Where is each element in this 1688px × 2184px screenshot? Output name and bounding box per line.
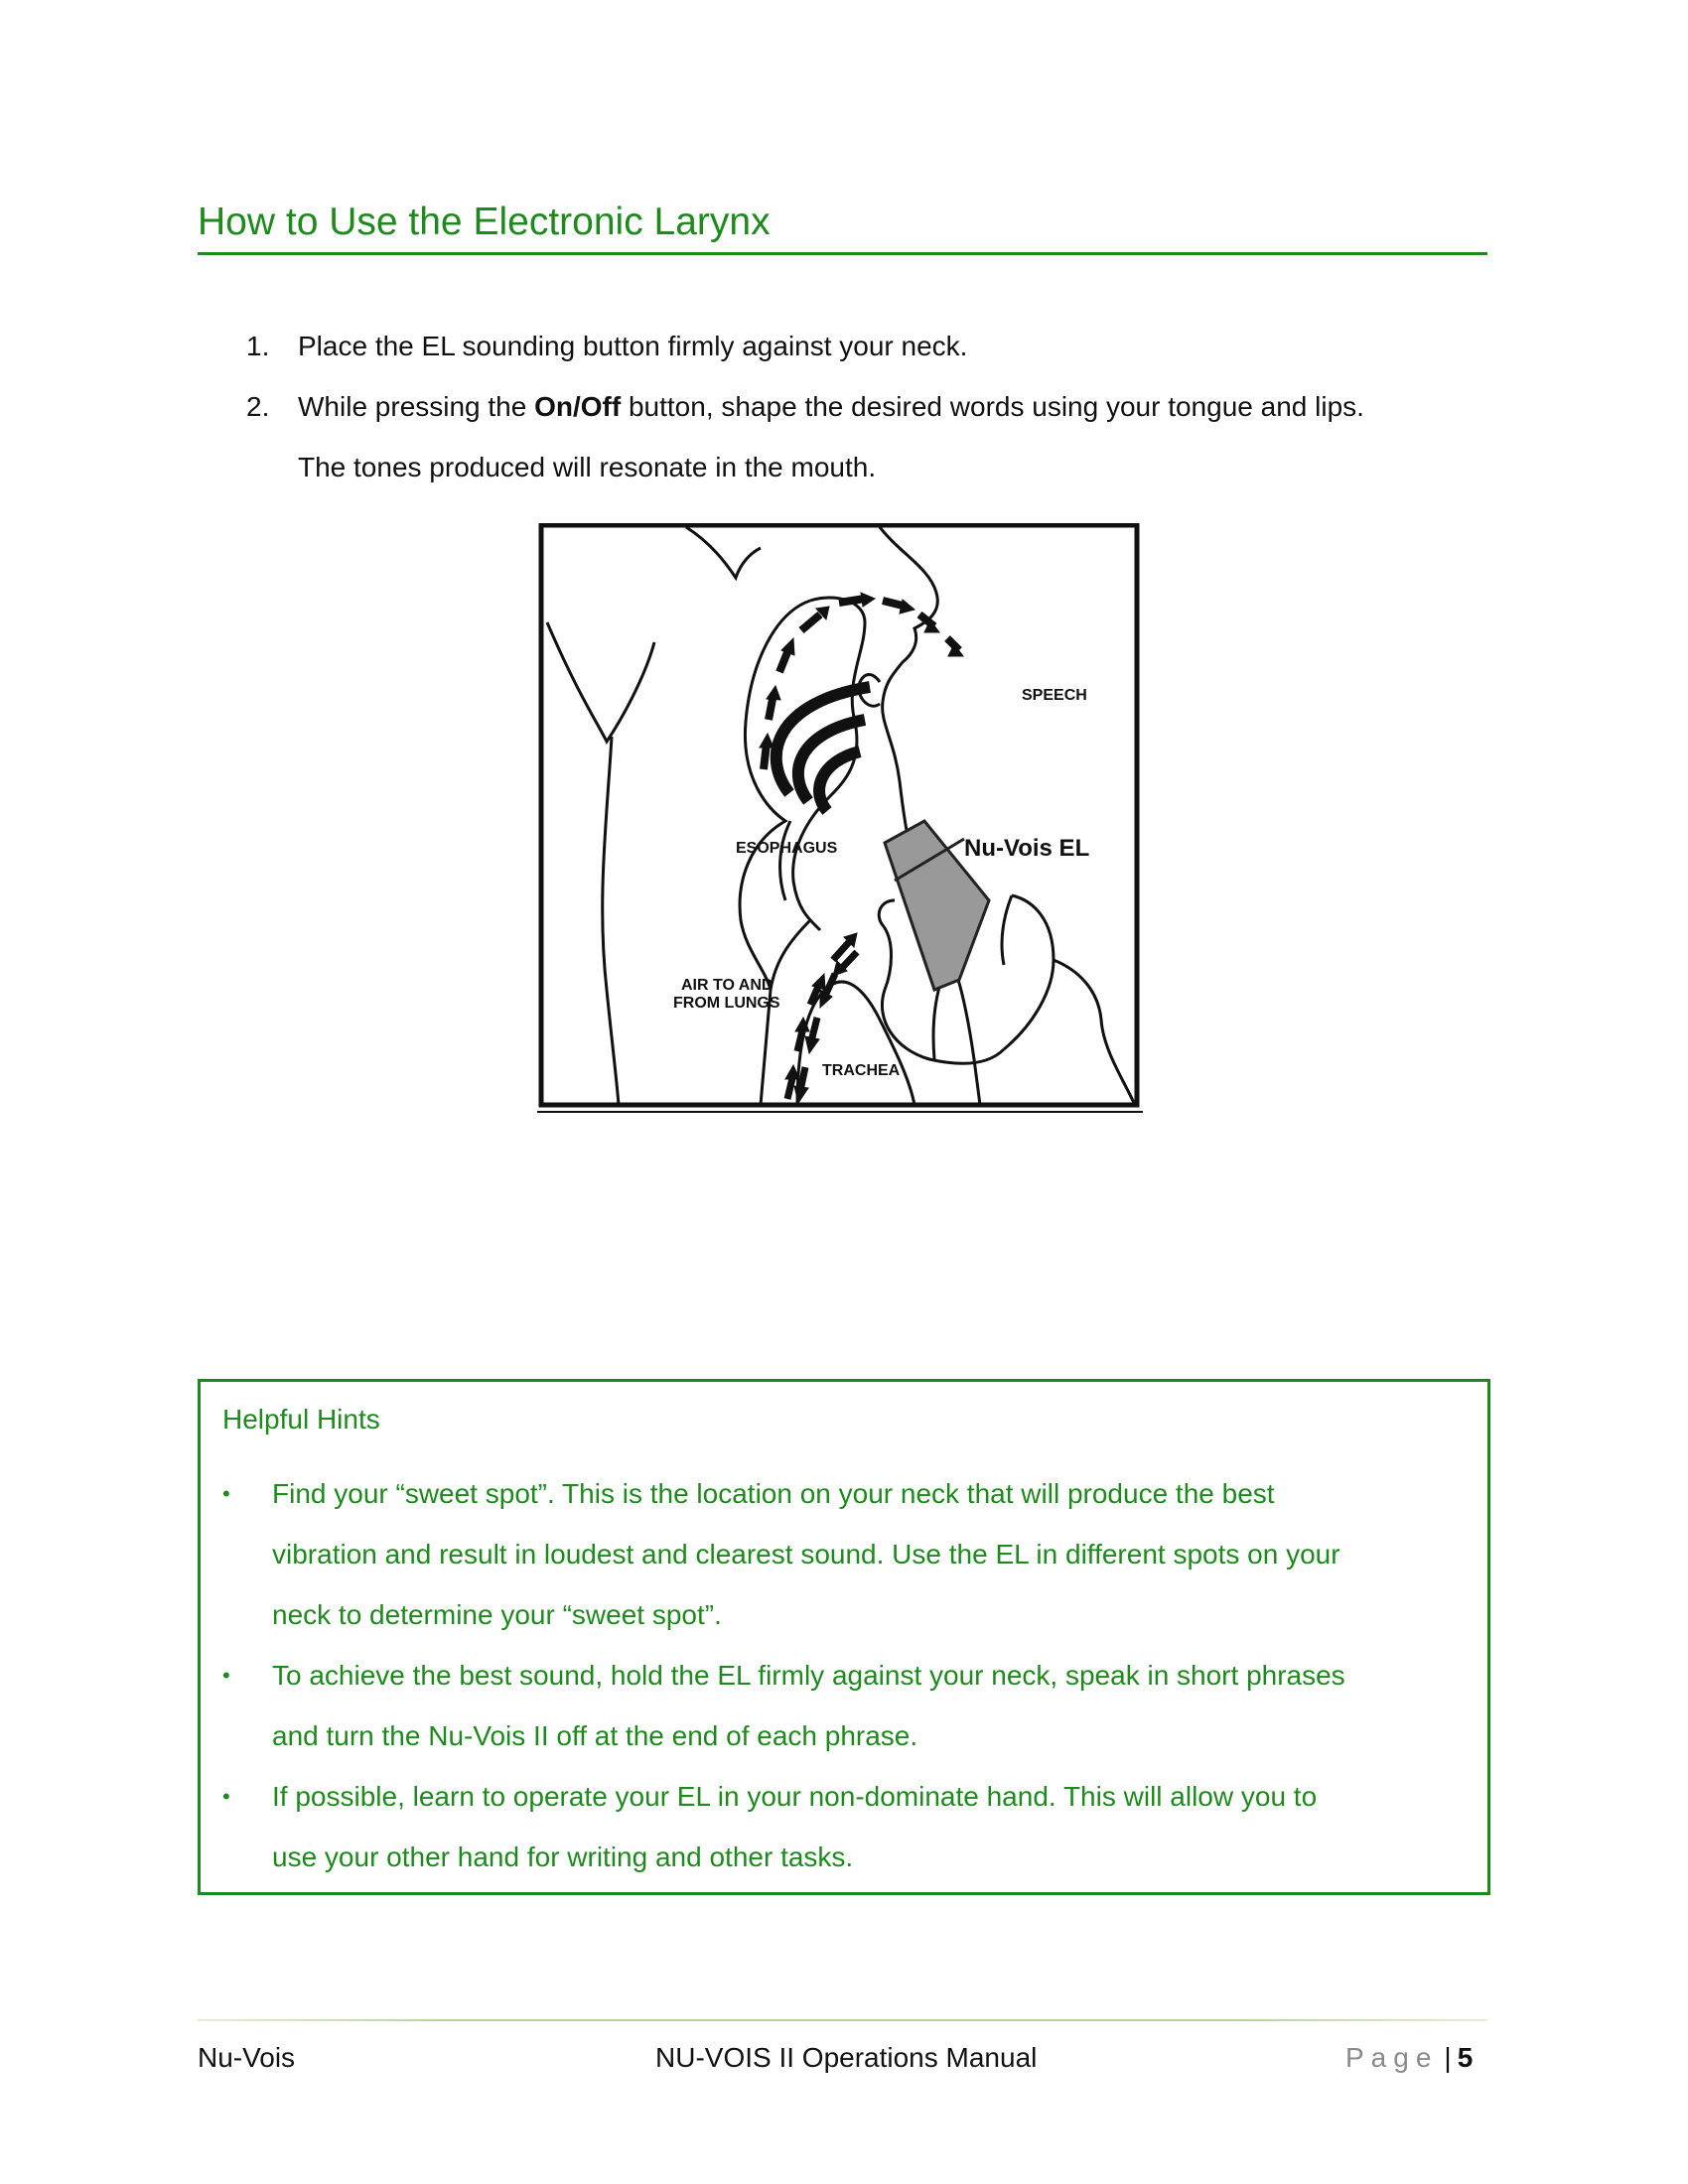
bullet-icon: • [222, 1481, 230, 1506]
esophagus-label: ESOPHAGUS [736, 840, 838, 857]
footer-brand: Nu-Vois [198, 2042, 296, 2073]
step-bold-term: On/Off [534, 391, 622, 422]
step-text: Place the EL sounding button firmly against your neck. [298, 331, 968, 361]
page-word: Page [1345, 2042, 1439, 2073]
hint-text [272, 1766, 1317, 1887]
device-label: Nu-Vois EL [964, 835, 1090, 862]
hint-item [222, 1463, 1464, 1645]
step-2 [246, 376, 1487, 437]
air-label-line-2: FROM LUNGS [673, 995, 780, 1012]
hints-title: Helpful Hints [222, 1404, 380, 1434]
helpful-hints-box [198, 1379, 1490, 1895]
instruction-steps [246, 316, 1487, 497]
vibration-waves-icon [776, 687, 870, 811]
footer-divider [198, 2019, 1487, 2021]
step-text-part: button, shape the desired words using your tongue and lips. [621, 391, 1364, 422]
hint-line: To achieve the best sound, hold the EL firmly against your neck, speak in short phrases [272, 1660, 1345, 1691]
hint-item [222, 1766, 1464, 1887]
step-1 [246, 316, 1487, 376]
hint-line: Find your “sweet spot”. This is the location on your neck that will produce the best [272, 1478, 1275, 1509]
larynx-illustration [537, 523, 1143, 1117]
bullet-icon: • [222, 1784, 230, 1809]
step-number: 1. [246, 331, 270, 361]
speech-label: SPEECH [1022, 687, 1087, 704]
step-number: 2. [246, 391, 270, 422]
hint-item [222, 1645, 1464, 1766]
step-text [298, 376, 1364, 437]
page-number: 5 [1457, 2042, 1474, 2073]
hint-line: neck to determine your “sweet spot”. [272, 1599, 722, 1630]
bullet-icon: • [222, 1663, 230, 1688]
step-2-continuation: The tones produced will resonate in the mouth. [298, 452, 877, 482]
air-label-line-1: AIR TO AND [681, 977, 774, 994]
footer-page-indicator [1345, 2040, 1473, 2076]
hint-text [272, 1645, 1345, 1766]
hint-text [272, 1463, 1340, 1645]
hint-line: use your other hand for writing and other tasks. [272, 1842, 854, 1872]
section-heading: How to Use the Electronic Larynx [198, 199, 1487, 255]
hint-line: and turn the Nu-Vois II off at the end of each phrase. [272, 1720, 918, 1751]
footer-manual-title: NU-VOIS II Operations Manual [655, 2042, 1038, 2073]
trachea-label: TRACHEA [822, 1062, 901, 1079]
figure-frame [541, 525, 1137, 1105]
hint-line: If possible, learn to operate your EL in your non-dominate hand. This will allow you to [272, 1781, 1318, 1812]
page-separator: | [1444, 2042, 1452, 2073]
hint-list [222, 1463, 1464, 1887]
step-text-part: While pressing the [298, 391, 535, 422]
hint-line: vibration and result in loudest and clearest sound. Use the EL in different spots on your [272, 1539, 1340, 1570]
